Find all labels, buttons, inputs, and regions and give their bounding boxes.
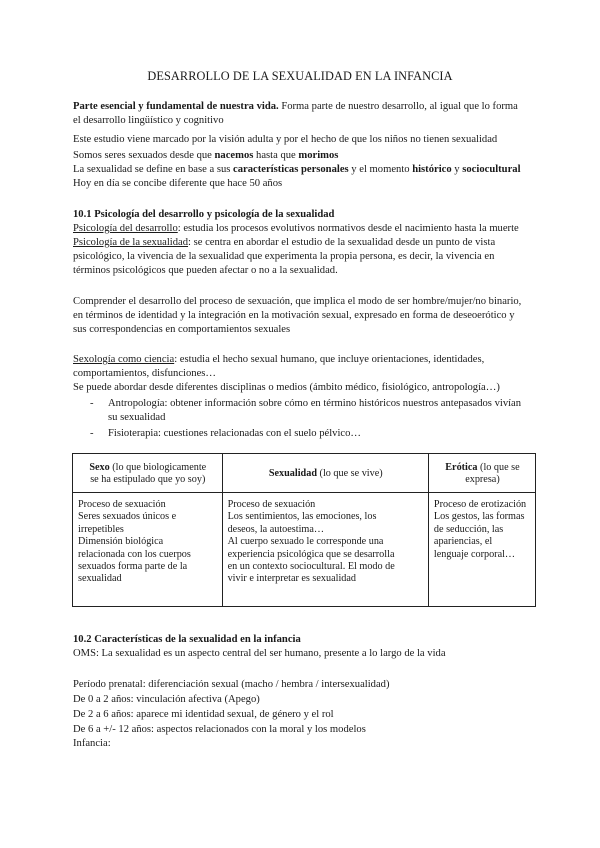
header-sexo-bold: Sexo — [89, 461, 110, 473]
cell-sexualidad-line: Proceso de sexuación — [227, 499, 316, 510]
bullet-1-line-1: Antropología: obtener información sobre cómo en término históricos nuestros antepasados vivían — [108, 398, 522, 409]
header-sexo-rest: (lo que biologicamente — [109, 461, 207, 473]
dev-psychology-text: : estudia los procesos evolutivos normativos desde el nacimiento hasta la muerte — [177, 223, 519, 234]
caracteristicas-bold: características personales — [233, 164, 349, 175]
cell-sexo-line: Dimensión biológica — [78, 536, 164, 548]
historico-bold: histórico — [412, 164, 452, 175]
intro-line-4 — [73, 149, 338, 163]
header-erotica — [428, 454, 535, 493]
cell-sexualidad-line: en un contexto sociocultural. El modo de — [227, 561, 395, 573]
cell-sexualidad-line: vivir e interpretar es sexualidad — [227, 573, 357, 585]
section-2-heading: 10.2 Características de la sexualidad en la infancia — [73, 634, 301, 645]
morimos-bold: morimos — [298, 150, 339, 161]
header-erotica-rest: (lo que se — [477, 461, 520, 473]
sex-psychology-line-1 — [73, 236, 495, 250]
cell-sexualidad-line: deseos, la autoestima… — [227, 523, 325, 535]
sex-psychology-line-3: términos psicológicos que pueden afectar o no a la sexualidad. — [73, 265, 338, 276]
cell-sexo-line: Proceso de sexuación — [78, 499, 166, 510]
document-title: DESARROLLO DE LA SEXUALIDAD EN LA INFANCIA — [147, 69, 453, 83]
approach-line: Se puede abordar desde diferentes disciplinas o medios (ámbito médico, fisiológico, antropología…) — [73, 382, 500, 393]
cell-sexualidad — [222, 493, 428, 607]
comprehension-line-3: sus correspondencias en comportamientos sexuales — [73, 324, 291, 335]
intro-line-4-c: hasta que — [253, 150, 299, 161]
header-sexo-line-2: se ha estipulado que yo soy) — [90, 474, 206, 485]
cell-sexo-line: relacionada con los cuerpos — [78, 548, 191, 560]
cell-erotica-line: Los gestos, las formas — [433, 511, 525, 523]
table-header-row — [73, 454, 536, 493]
cell-sexo-line: irrepetibles — [78, 523, 124, 535]
bullet-dash-1: - — [90, 398, 94, 409]
intro-line-4-a: Somos seres sexuados desde que — [73, 150, 215, 161]
bullet-1-line-2: su sexualidad — [108, 412, 166, 423]
cell-erotica — [428, 493, 535, 607]
intro-line-1 — [73, 100, 518, 114]
table-body-row — [73, 493, 536, 607]
sex-psychology-line-2: psicológico, la vivencia de la sexualidad que experimenta la propia persona, es decir, la vivencia en — [73, 251, 495, 262]
section-1-heading: 10.1 Psicología del desarrollo y psicología de la sexualidad — [73, 209, 335, 220]
sex-psychology-text: : se centra en abordar el estudio de la sexualidad desde un punto de vista — [188, 237, 496, 248]
cell-erotica-line: lenguaje corporal… — [433, 548, 516, 560]
cell-sexo — [73, 493, 223, 607]
header-sexo — [73, 454, 223, 493]
intro-line-3: Este estudio viene marcado por la visión adulta y por el hecho de que los niños no tienen sexualidad — [73, 134, 498, 145]
sexology-term: Sexología como ciencia — [73, 354, 175, 365]
intro-line-6: Hoy en día se concibe diferente que hace 50 años — [73, 178, 283, 189]
age-6-12-line: De 6 a +/- 12 años: aspectos relacionados con la moral y los modelos — [73, 724, 366, 735]
header-sexualidad — [222, 454, 428, 493]
oms-line: OMS: La sexualidad es un aspecto central del ser humano, presente a lo largo de la vida — [73, 648, 446, 659]
cell-sexualidad-line: experiencia psicológica que se desarrolla — [227, 548, 395, 560]
sexology-line-2: comportamientos, disfunciones… — [73, 368, 216, 379]
intro-line-5-e: y — [451, 164, 463, 175]
age-2-6-line: De 2 a 6 años: aparece mi identidad sexual, de género y el rol — [73, 709, 334, 720]
intro-line-5-c: y el momento — [348, 164, 413, 175]
cell-sexualidad-line: Los sentimientos, las emociones, los — [227, 511, 377, 523]
intro-line-5-a: La sexualidad se define en base a sus — [73, 164, 234, 175]
dev-psychology-line — [73, 222, 519, 236]
comparison-table — [72, 453, 536, 607]
sexology-text: : estudia el hecho sexual humano, que incluye orientaciones, identidades, — [174, 354, 485, 365]
cell-erotica-line: de seducción, las — [433, 523, 504, 535]
cell-sexo-line: sexualidad — [78, 573, 122, 585]
comprehension-line-1: Comprender el desarrollo del proceso de sexuación, que implica el modo de ser hombre/mujer/no binario, — [73, 296, 522, 307]
prenatal-line: Período prenatal: diferenciación sexual (macho / hembra / intersexualidad) — [73, 679, 390, 690]
age-0-2-line: De 0 a 2 años: vinculación afectiva (Apego) — [73, 694, 260, 705]
cell-erotica-line: Proceso de erotización — [433, 499, 527, 510]
cell-sexo-line: Seres sexuados únicos e — [78, 511, 177, 523]
dev-psychology-term: Psicología del desarrollo — [73, 223, 178, 234]
nacemos-bold: nacemos — [214, 150, 254, 161]
header-erotica-bold: Erótica — [445, 461, 478, 473]
comprehension-line-2: en términos de identidad y la integración en la motivación sexual, expresado en forma de deseoerótico y — [73, 310, 515, 321]
intro-bold-phrase: Parte esencial y fundamental de nuestra vida. — [73, 101, 279, 112]
infancia-line: Infancia: — [73, 738, 111, 749]
bullet-2-line-1: Fisioterapia: cuestiones relacionadas con el suelo pélvico… — [108, 428, 361, 439]
cell-sexo-line: sexuados forma parte de la — [78, 561, 188, 573]
cell-erotica-line: apariencias, el — [433, 536, 493, 548]
sex-psychology-term: Psicología de la sexualidad — [73, 237, 189, 248]
sociocultural-bold: sociocultural — [462, 164, 521, 175]
header-sexualidad-bold: Sexualidad — [268, 467, 317, 479]
intro-line-1-rest: Forma parte de nuestro desarrollo, al igual que lo forma — [278, 101, 518, 112]
header-erotica-line-2: expresa) — [465, 474, 500, 485]
intro-line-2: el desarrollo lingüístico y cognitivo — [73, 115, 224, 126]
header-sexualidad-rest: (lo que se vive) — [317, 467, 383, 479]
bullet-dash-2: - — [90, 428, 94, 439]
cell-sexualidad-line: Al cuerpo sexuado le corresponde una — [227, 536, 384, 548]
sexology-line-1 — [73, 353, 484, 367]
intro-line-5 — [73, 163, 521, 177]
